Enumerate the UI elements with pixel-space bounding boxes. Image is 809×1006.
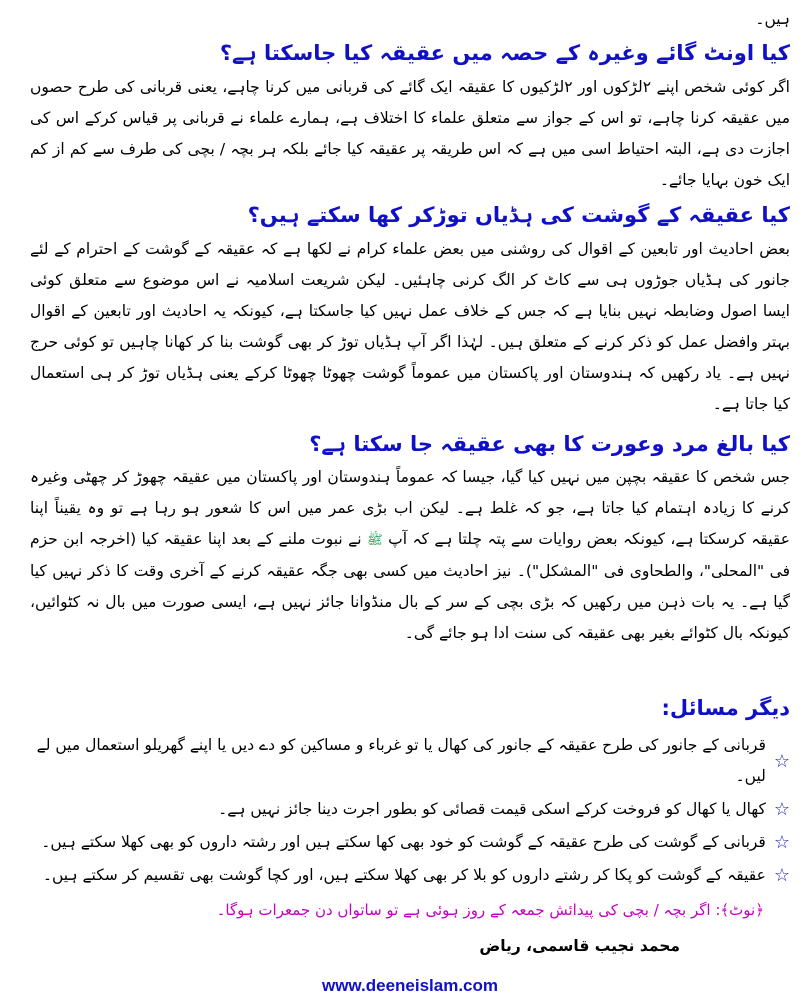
section-1-heading-wrap bbox=[30, 38, 790, 68]
star-outline-icon: ☆ bbox=[773, 799, 790, 820]
continued-text bbox=[30, 4, 790, 35]
footer-wrap bbox=[30, 976, 790, 996]
section-2-heading-wrap bbox=[30, 200, 790, 230]
list-item bbox=[30, 860, 790, 891]
other-issues-list bbox=[30, 730, 790, 891]
section-paragraph: اگر کوئی شخص اپنے ۲لڑکوں اور ۲لڑکیوں کا عقیقہ ایک گائے کی قربانی میں کرنا چاہے، یعنی قربانی کی طرح حصوں میں عقیقہ کرنا چاہے، تو اس کے جواز سے متعلق علماء کا اختلاف ہے، ہمارے علماء نے قربانی پر قیاس کرکے اس کی اجازت دی ہے، البتہ احتیاط اسی میں ہے کہ اس طریقہ پر عقیقہ کیا جائے بلکہ ہر بچہ / بچی کی طرف سے کم از کم ایک خون بہایا جائے۔ bbox=[30, 78, 790, 189]
note-wrap bbox=[30, 896, 790, 924]
list-item bbox=[30, 827, 790, 858]
section-2-body-wrap bbox=[30, 234, 790, 420]
other-issues-heading-wrap bbox=[30, 693, 790, 723]
star-outline-icon: ☆ bbox=[773, 750, 790, 772]
list-item-text: قربانی کے گوشت کی طرح عقیقہ کے گوشت کو خود بھی کھا سکتے ہیں اور رشتہ داروں کو بھی کھلا سکتے ہیں۔ bbox=[41, 833, 766, 851]
continued-line: ہیں۔ bbox=[755, 10, 790, 28]
section-heading: کیا اونٹ گائے وغیرہ کے حصہ میں عقیقہ کیا جاسکتا ہے؟ bbox=[219, 41, 790, 65]
section-paragraph: بعض احادیث اور تابعین کے اقوال کی روشنی میں بعض علماء کرام نے لکھا ہے کہ عقیقہ کے گوشت کے احترام کے لئے جانور کی ہڈیاں جوڑوں ہی سے کاٹ کر الگ کرنی چاہئیں۔ لیکن شریعت اسلامیہ نے اس موضوع سے متعلق کوئی ایسا اصول وضابطہ نہیں بنایا ہے کہ جس کے خلاف عمل نہیں کیا جاسکتا ہے، کیونکہ یہ احادیث اور تابعین کے اقوال بہتر وافضل عمل کو ذکر کرنے کے متعلق ہیں۔ لہٰذا اگر آپ ہڈیاں توڑ کر بھی گوشت بنا کر کھانا چاہیں تو کوئی حرج نہیں ہے۔ یاد رکھیں کہ ہندوستان اور پاکستان میں عموماً گوشت چھوٹا چھوٹا کرکے یعنی ہڈیاں توڑ کر ہی استعمال کیا جاتا ہے۔ bbox=[30, 240, 790, 413]
section-heading: کیا عقیقہ کے گوشت کی ہڈیاں توڑکر کھا سکتے ہیں؟ bbox=[247, 203, 790, 227]
list-item-text: کھال یا کھال کو فروخت کرکے اسکی قیمت قصائی کو بطور اجرت دینا جائز نہیں ہے۔ bbox=[218, 800, 766, 818]
list-item-text: قربانی کے جانور کی طرح عقیقہ کے جانور کی کھال یا تو غرباء و مساکین کو دے دیں یا اپنے گھریلو استعمال میں لے لیں۔ bbox=[36, 736, 766, 785]
author-signature: محمد نجیب قاسمی، ریاض bbox=[479, 937, 680, 955]
star-outline-icon: ☆ bbox=[773, 832, 790, 853]
star-outline-icon: ☆ bbox=[773, 865, 790, 886]
section-1-body-wrap bbox=[30, 72, 790, 196]
section-heading: کیا بالغ مرد وعورت کا بھی عقیقہ جا سکتا ہے؟ bbox=[309, 432, 790, 456]
article-page bbox=[30, 0, 790, 1006]
note-text: ﴿نوٹ﴾: اگر بچہ / بچی کی پیدائش جمعہ کے روز ہوئی ہے تو ساتواں دن جمعرات ہوگا۔ bbox=[216, 901, 764, 919]
list-item bbox=[30, 794, 790, 825]
list-item bbox=[30, 730, 790, 792]
section-3-heading-wrap bbox=[30, 429, 790, 459]
paragraph-part: جس شخص کا عقیقہ بچپن میں نہیں کیا گیا، جیسا کہ عموماً ہندوستان اور پاکستان میں عقیقہ چھوڑ کر چھٹی وغیرہ کرنے کا زیادہ اہتمام کیا جاتا ہے، جو کہ غلط ہے۔ لیکن اب بڑی عمر میں اس کا شعور ہو رہا ہے تو وہ یقیناً اپنا عقیقہ کرسکتا ہے، کیونکہ بعض روایات سے پتہ چلتا ہے کہ آپ bbox=[30, 468, 790, 548]
website-link[interactable]: www.deeneislam.com bbox=[321, 976, 499, 995]
list-item-text: عقیقہ کے گوشت کو پکا کر رشتے داروں کو بلا کر بھی کھلا سکتے ہیں، اور کچا گوشت بھی تقسیم کر سکتے ہیں۔ bbox=[42, 866, 766, 884]
paragraph-part: نے نبوت ملنے کے بعد اپنا عقیقہ کیا (اخرجہ ابن حزم فی "المحلی"، والطحاوی فی "المشکل")۔ نیز احادیث میں کسی بھی جگہ عقیقہ کرنے کے آخری وقت کا ذکر نہیں کیا گیا ہے۔ یہ بات ذہن میں رکھیں کہ بڑی بچی کے سر کے بال منڈوانا جائز نہیں ہے، ایسی صورت میں بال نہ کٹوائیں، کیونکہ بال کٹوائے بغیر بھی عقیقہ کی سنت ادا ہو جائے گی۔ bbox=[30, 530, 790, 642]
section-3-body-wrap bbox=[30, 462, 790, 649]
other-issues-list-wrap bbox=[30, 730, 790, 893]
signature-wrap bbox=[30, 932, 790, 960]
honorific-symbol: ﷺ bbox=[366, 533, 383, 548]
other-issues-heading: دیگر مسائل: bbox=[661, 696, 790, 720]
section-paragraph bbox=[30, 462, 790, 649]
